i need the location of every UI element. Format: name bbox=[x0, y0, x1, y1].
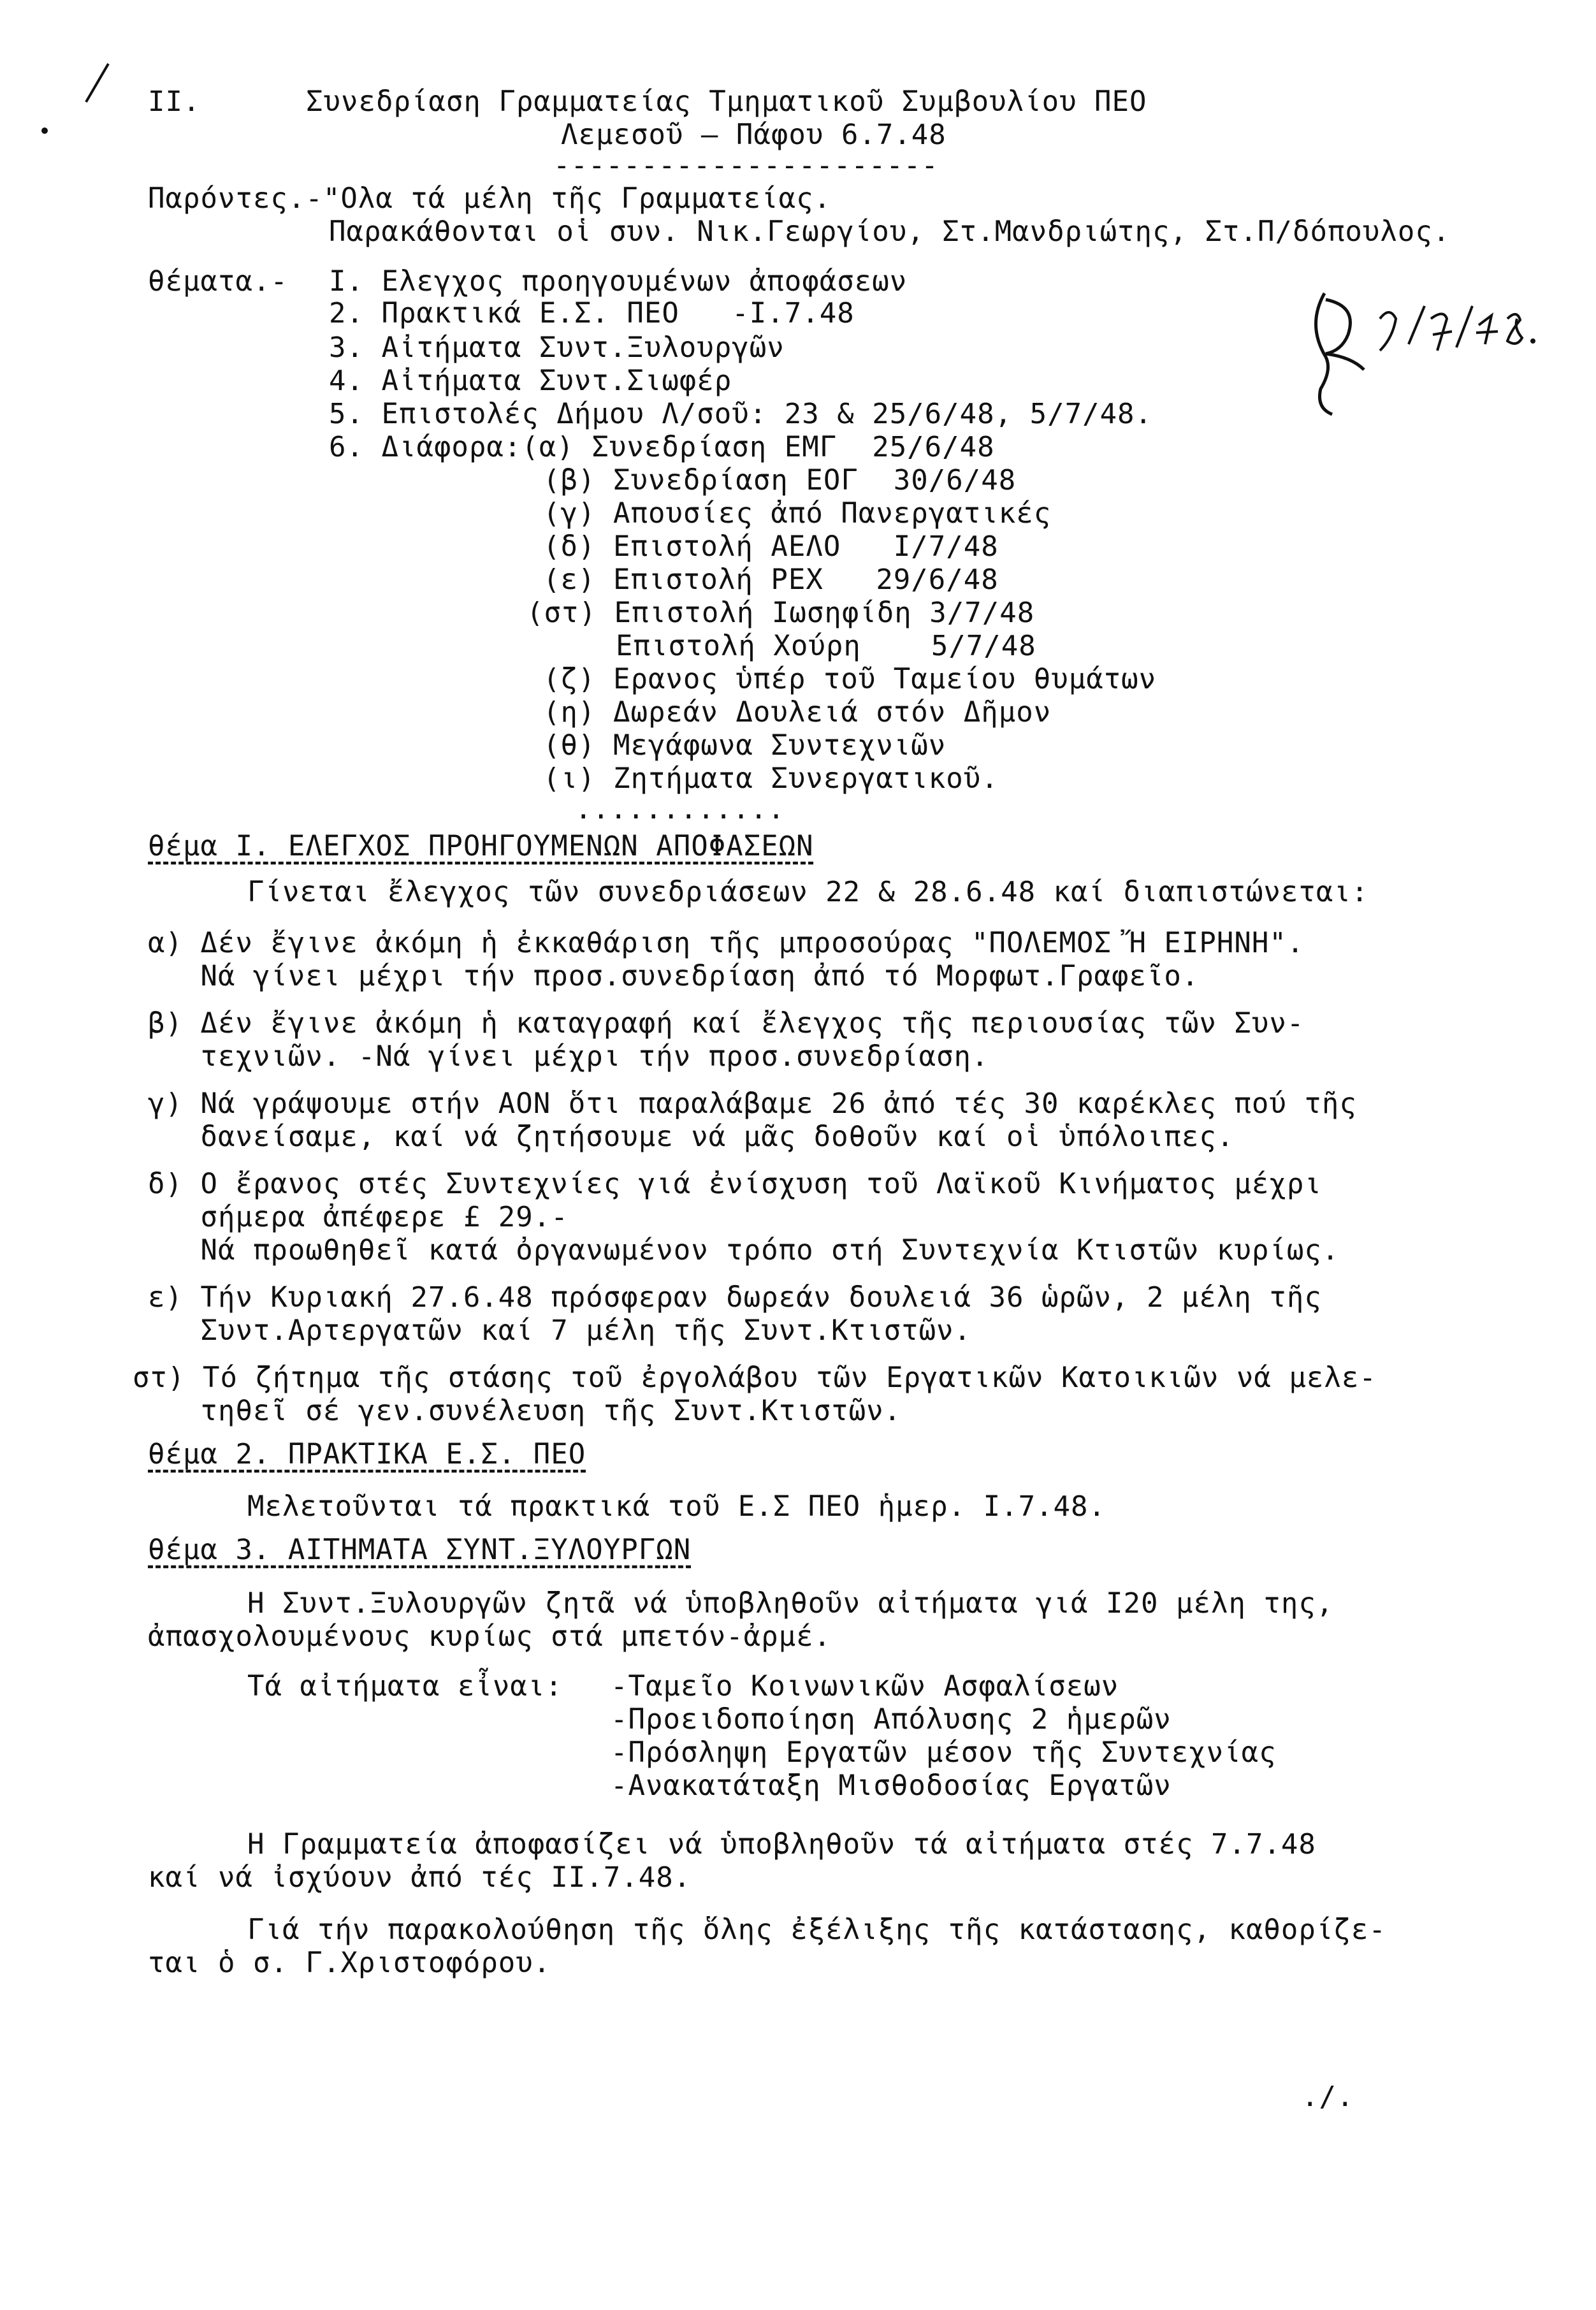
topic3-paragraph: καί νά ἰσχύουν ἀπό τές ΙΙ.7.48. bbox=[148, 1861, 692, 1894]
agenda-label: θέματα.- bbox=[148, 265, 288, 298]
topic1-line: τηθεῖ σέ γεν.συνέλευση τῆς Συντ.Κτιστῶν. bbox=[148, 1395, 902, 1427]
demand-item: -Ταμεῖο Κοινωνικῶν Ασφαλίσεων bbox=[611, 1670, 1119, 1703]
topic3-heading: θέμα 3. ΑΙΤΗΜΑΤΑ ΣΥΝΤ.ΞΥΛΟΥΡΓΩΝ bbox=[148, 1534, 692, 1566]
agenda-subitem: (ι) Ζητήματα Συνεργατικοῦ. bbox=[543, 762, 999, 795]
topic1-line: σήμερα ἀπέφερε £ 29.- bbox=[148, 1201, 569, 1233]
agenda-item: 5. Επιστολές Δήμου Λ/σοῦ: 23 & 25/6/48, 5/7/48. bbox=[329, 398, 1153, 430]
demand-item: -Πρόσληψη Εργατῶν μέσον τῆς Συντεχνίας bbox=[611, 1736, 1277, 1769]
topic1-line: δ) Ο ἔρανος στές Συντεχνίες γιά ἐνίσχυση τοῦ Λαϊκοῦ Κινήματος μέχρι bbox=[148, 1168, 1322, 1200]
topic1-line: γ) Νά γράψουμε στήν ΑΟΝ ὅτι παραλάβαμε 26 ἀπό τές 30 καρέκλες πού τῆς bbox=[148, 1087, 1357, 1120]
topic1-line: δανείσαμε, καί νά ζητήσουμε νά μᾶς δοθοῦν καί οἱ ὑπόλοιπες. bbox=[148, 1121, 1235, 1153]
agenda-item: 4. Αἰτήματα Συντ.Σιωφέρ bbox=[329, 365, 732, 397]
continuation-mark: ./. bbox=[1302, 2081, 1354, 2113]
agenda-subitem: (ζ) Ερανος ὑπέρ τοῦ Ταμείου θυμάτων bbox=[543, 663, 1157, 695]
agenda-subitem: (στ) Επιστολή Ιωσηφίδη 3/7/48 bbox=[526, 597, 1035, 629]
agenda-item: 6. Διάφορα:(α) Συνεδρίαση ΕΜΓ 25/6/48 bbox=[329, 431, 995, 463]
topic1-line: Συντ.Αρτεργατῶν καί 7 μέλη τῆς Συντ.Κτιστῶν. bbox=[148, 1314, 972, 1347]
handwritten-date-note bbox=[1288, 280, 1542, 427]
agenda-subitem: (θ) Μεγάφωνα Συντεχνιῶν bbox=[543, 729, 947, 762]
topic1-intro: Γίνεται ἔλεγχος τῶν συνεδριάσεων 22 & 28.6.48 καί διαπιστώνεται: bbox=[247, 876, 1369, 908]
meeting-title: Συνεδρίαση Γραμματείας Τμηματικοῦ Συμβουλίου ΠΕΟ bbox=[306, 85, 1147, 118]
demand-item: -Ανακατάταξη Μισθοδοσίας Εργατῶν bbox=[611, 1769, 1172, 1802]
agenda-subitem: (δ) Επιστολή ΑΕΛΟ Ι/7/48 bbox=[543, 530, 999, 563]
agenda-subitem: Επιστολή Χούρη 5/7/48 bbox=[616, 630, 1036, 662]
topic3-paragraph: Η Συντ.Ξυλουργῶν ζητᾶ νά ὑποβληθοῦν αἰτήματα γιά Ι20 μέλη της, bbox=[247, 1587, 1334, 1620]
topic1-line: τεχνιῶν. -Νά γίνει μέχρι τήν προσ.συνεδρίαση. bbox=[148, 1040, 989, 1073]
title-rule: ---------------------- bbox=[553, 149, 939, 182]
section-number: II. bbox=[148, 85, 201, 118]
topic3-paragraph: ἀπασχολουμένους κυρίως στά μπετόν-ἀρμέ. bbox=[148, 1620, 832, 1653]
topic3-paragraph: Η Γραμματεία ἀποφασίζει νά ὑποβληθοῦν τά αἰτήματα στές 7.7.48 bbox=[247, 1828, 1316, 1861]
topic1-line: ε) Τήν Κυριακή 27.6.48 πρόσφεραν δωρεάν δουλειά 36 ὡρῶν, 2 μέλη τῆς bbox=[148, 1281, 1322, 1314]
topic1-line: στ) Τό ζήτημα τῆς στάσης τοῦ ἐργολάβου τῶν Εργατικῶν Κατοικιῶν νά μελε- bbox=[133, 1362, 1377, 1394]
topic1-line: Νά προωθηθεῖ κατά ὀργανωμένον τρόπο στή Συντεχνία Κτιστῶν κυρίως. bbox=[148, 1234, 1340, 1267]
agenda-dots: ............ bbox=[575, 793, 785, 825]
demand-item: -Προειδοποίηση Απόλυσης 2 ἡμερῶν bbox=[611, 1703, 1172, 1736]
topic3-paragraph: ται ὁ σ. Γ.Χριστοφόρου. bbox=[148, 1947, 551, 1979]
agenda-item: 2. Πρακτικά Ε.Σ. ΠΕΟ -Ι.7.48 bbox=[329, 297, 855, 330]
topic3-paragraph: Γιά τήν παρακολούθηση τῆς ὅλης ἐξέλιξης τῆς κατάστασης, καθορίζε- bbox=[247, 1914, 1386, 1946]
demands-label: Τά αἰτήματα εἶναι: bbox=[247, 1670, 563, 1703]
attending-line: Παρακάθονται οἱ συν. Νικ.Γεωργίου, Στ.Μανδριώτης, Στ.Π/δόπουλος. bbox=[329, 215, 1451, 248]
agenda-item: 3. Αἰτήματα Συντ.Ξυλουργῶν bbox=[329, 331, 785, 364]
agenda-subitem: (ε) Επιστολή ΡΕΧ 29/6/48 bbox=[543, 563, 999, 596]
topic1-line: β) Δέν ἔγινε ἀκόμη ἡ καταγραφή καί ἔλεγχος τῆς περιουσίας τῶν Συν- bbox=[148, 1007, 1305, 1040]
agenda-item: Ι. Ελεγχος προηγουμένων ἀποφάσεων bbox=[329, 265, 908, 298]
margin-pen-mark bbox=[25, 57, 115, 140]
present-line: Παρόντες.-"Ολα τά μέλη τῆς Γραμματείας. bbox=[148, 182, 832, 215]
agenda-subitem: (β) Συνεδρίαση ΕΟΓ 30/6/48 bbox=[543, 464, 1017, 497]
topic1-heading: θέμα Ι. ΕΛΕΓΧΟΣ ΠΡΟΗΓΟΥΜΕΝΩΝ ΑΠΟΦΑΣΕΩΝ bbox=[148, 830, 814, 862]
topic1-line: α) Δέν ἔγινε ἀκόμη ἡ ἐκκαθάριση τῆς μπροσούρας "ΠΟΛΕΜΟΣ Ἤ ΕΙΡΗΝΗ". bbox=[148, 927, 1305, 959]
topic1-line: Νά γίνει μέχρι τήν προσ.συνεδρίαση ἀπό τό Μορφωτ.Γραφεῖο. bbox=[148, 960, 1200, 992]
topic2-heading: θέμα 2. ΠΡΑΚΤΙΚΑ Ε.Σ. ΠΕΟ bbox=[148, 1438, 586, 1471]
meeting-subtitle: Λεμεσοῦ — Πάφου 6.7.48 bbox=[561, 119, 947, 151]
agenda-subitem: (η) Δωρεάν Δουλειά στόν Δῆμον bbox=[543, 696, 1052, 729]
topic2-text: Μελετοῦνται τά πρακτικά τοῦ Ε.Σ ΠΕΟ ἡμερ. Ι.7.48. bbox=[247, 1490, 1106, 1523]
agenda-subitem: (γ) Απουσίες ἀπό Πανεργατικές bbox=[543, 497, 1052, 530]
